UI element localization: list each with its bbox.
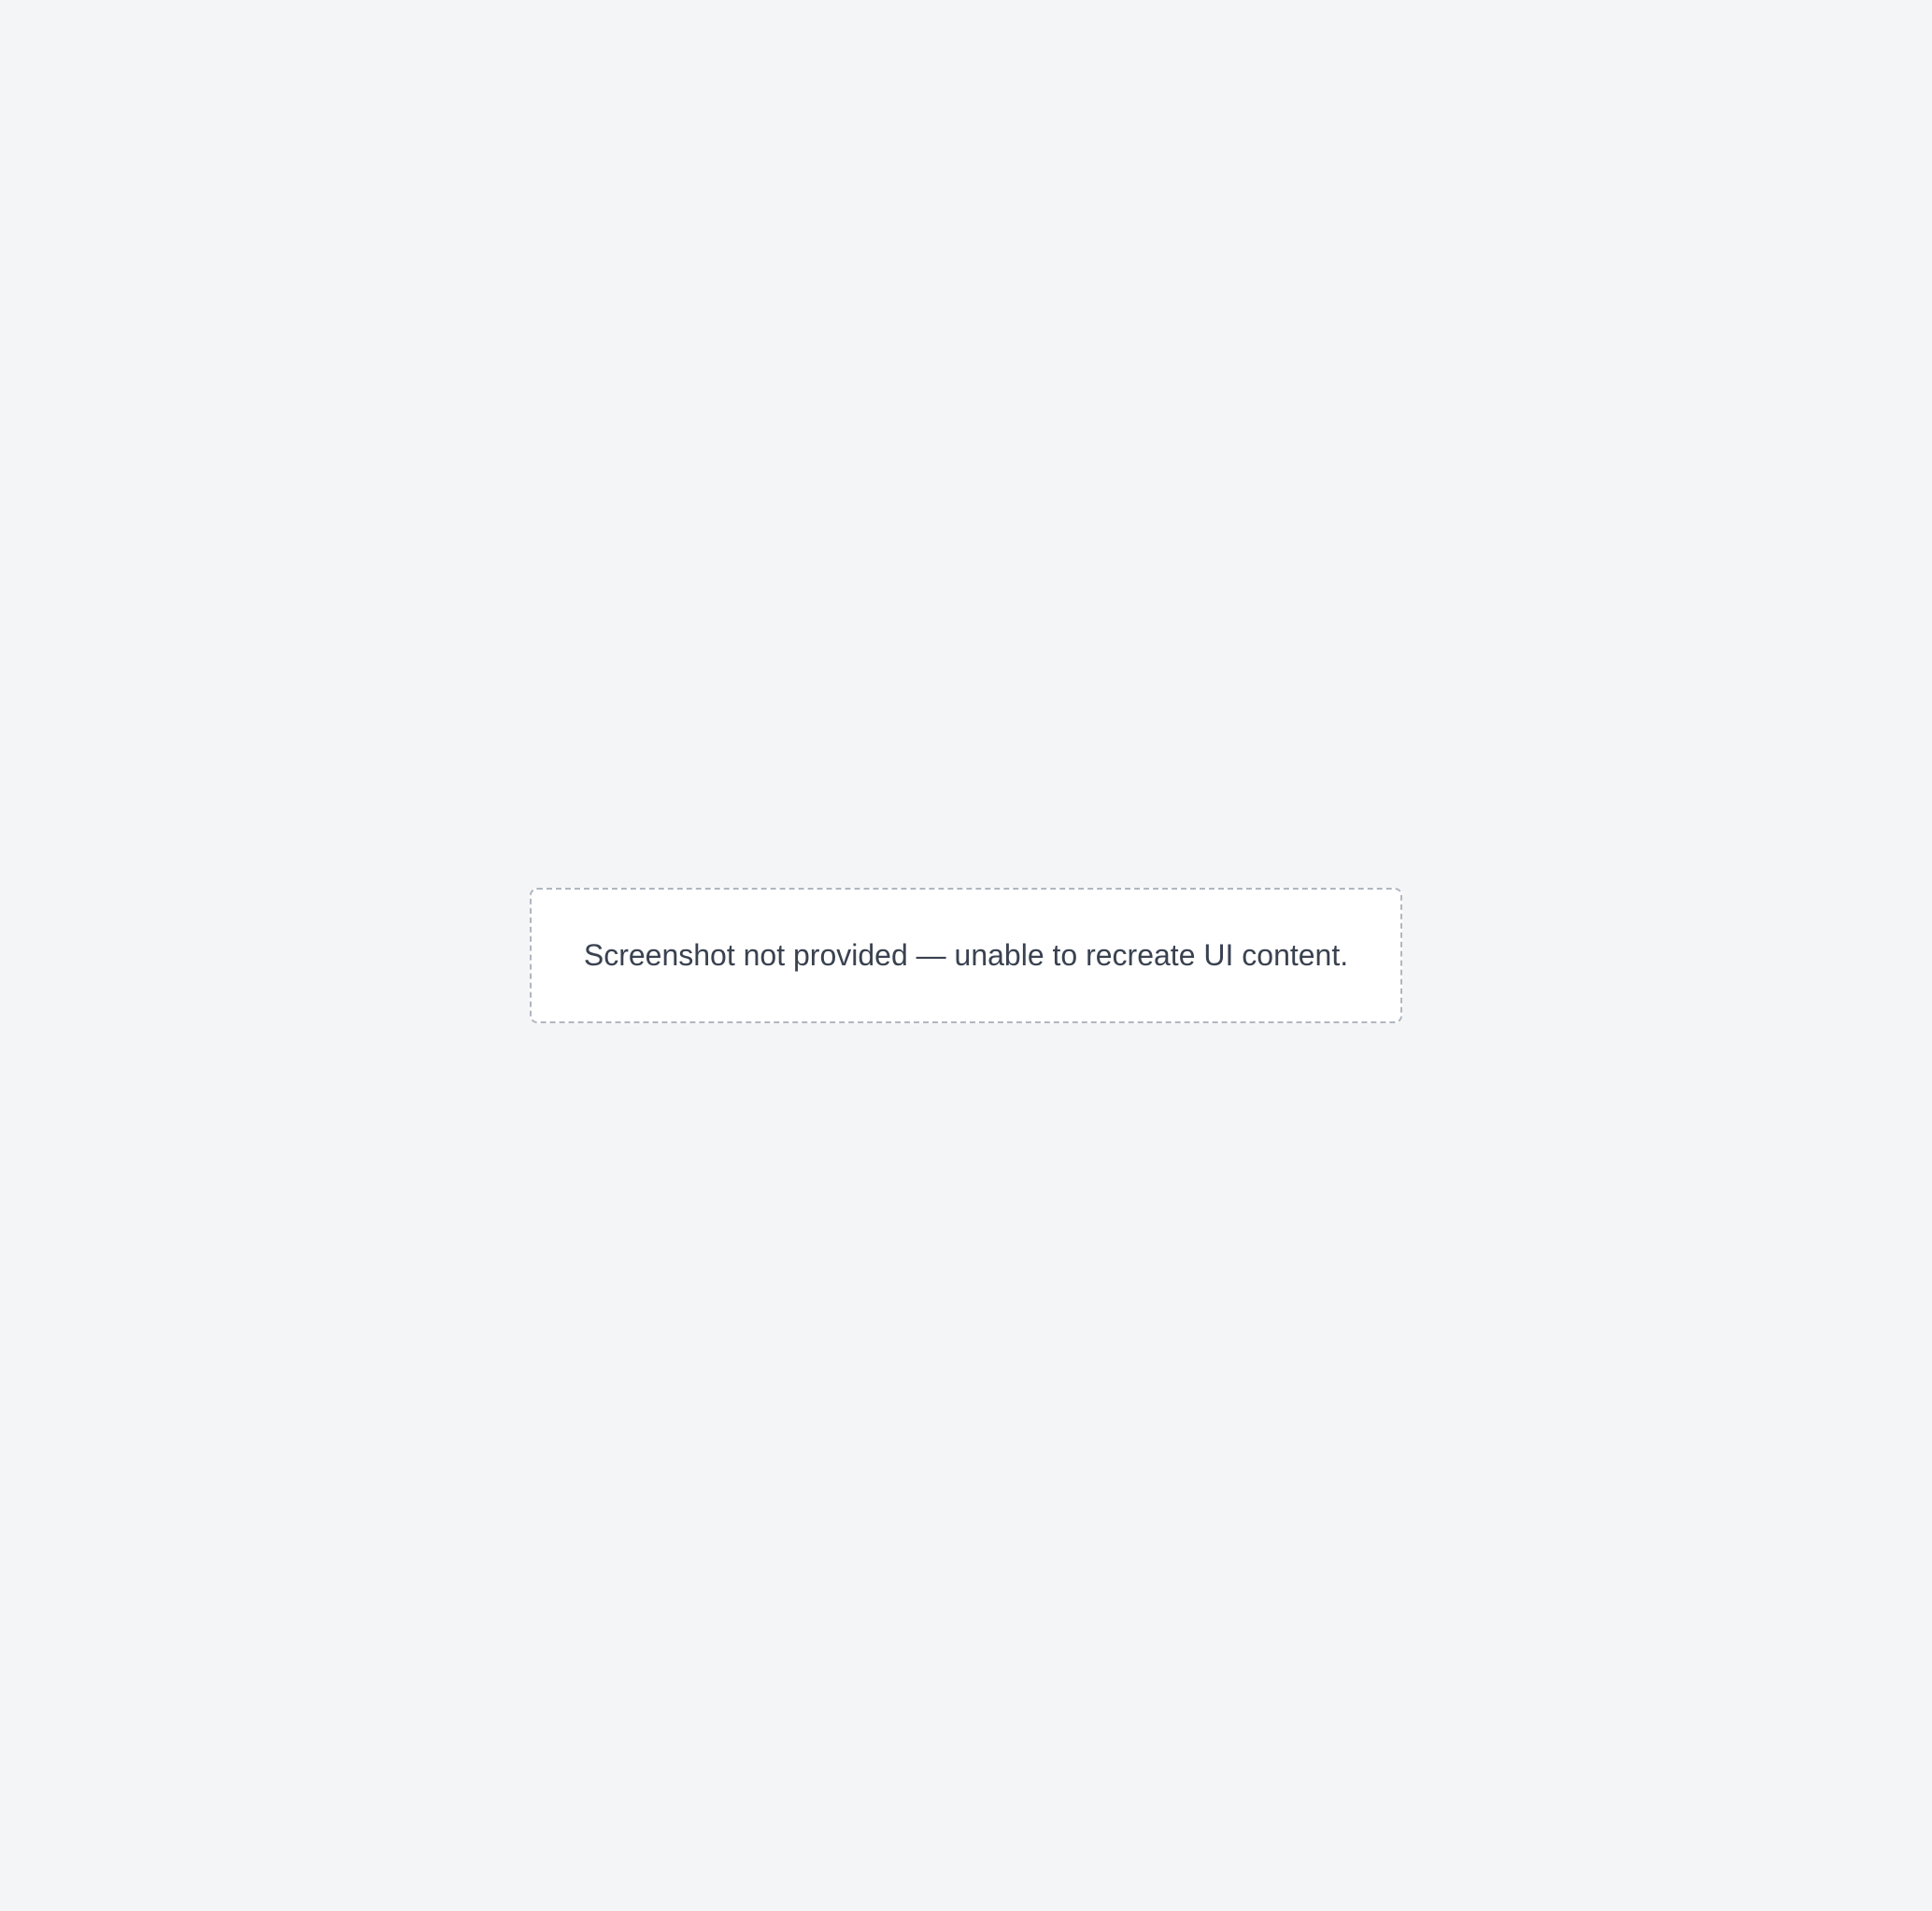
missing-screenshot-notice: Screenshot not provided — unable to recreate UI content. [530,888,1402,1023]
